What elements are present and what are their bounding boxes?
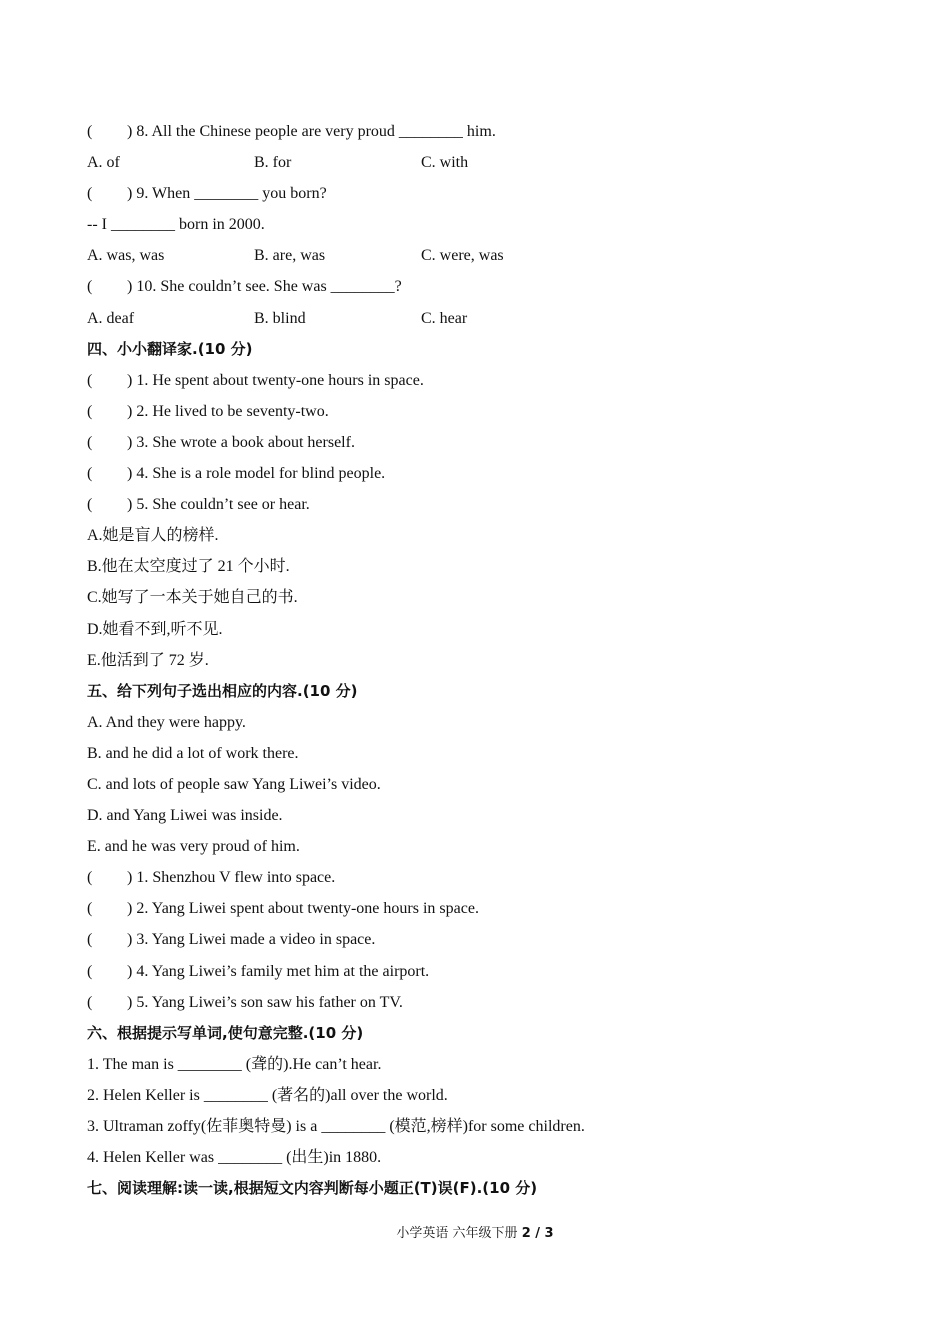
item-text: ) 2. He lived to be seventy-two. [127,402,329,420]
section-6-item: 3. Ultraman zoffy(佐菲奥特曼) is a ________ (模范,榜样)for some children. [87,1118,585,1135]
section-5-item [87,893,887,924]
section-4-item [87,365,887,396]
question-10 [87,271,887,302]
section-5-choice: D. and Yang Liwei was inside. [87,807,283,825]
question-9-options [87,240,887,271]
section-4-choice: C.她写了一本关于她自己的书. [87,589,298,607]
question-9-reply: -- I ________ born in 2000. [87,216,265,234]
section-5-item [87,987,887,1018]
section-4-item [87,396,887,427]
option-a: A. of [87,154,120,172]
item-text: ) 5. She couldn’t see or hear. [127,496,310,514]
section-4-choice: A.她是盲人的榜样. [87,527,219,545]
page-footer [0,1222,950,1241]
answer-paren: ( [87,371,93,389]
option-c: C. were, was [421,247,504,265]
answer-paren: ( [87,962,93,980]
section-4-choice: B.他在太空度过了 21 个小时. [87,558,290,576]
footer-separator: / [530,1226,545,1241]
answer-paren: ( [87,278,93,296]
section-6-item: 2. Helen Keller is ________ (著名的)all over the world. [87,1086,448,1104]
answer-paren: ( [87,869,93,887]
section-5-item [87,862,887,893]
item-text: ) 2. Yang Liwei spent about twenty-one hours in space. [127,900,479,918]
item-text: ) 1. He spent about twenty-one hours in space. [127,371,424,389]
answer-paren: ( [87,433,93,451]
item-text: ) 5. Yang Liwei’s son saw his father on TV. [127,993,403,1011]
question-8 [87,116,887,147]
page-content [87,116,887,1204]
section-6-heading: 六、根据提示写单词,使句意完整.(10 分) [87,1023,364,1042]
option-a: A. deaf [87,309,135,327]
option-b: B. for [254,154,292,172]
section-4-choice: E.他活到了 72 岁. [87,651,209,669]
answer-paren: ( [87,465,93,483]
item-text: ) 3. She wrote a book about herself. [127,433,355,451]
answer-paren: ( [87,402,93,420]
item-text: ) 1. Shenzhou V flew into space. [127,869,336,887]
section-5-choice: B. and he did a lot of work there. [87,744,299,762]
option-b: B. are, was [254,247,326,265]
question-text: ) 8. All the Chinese people are very proud ________ him. [127,123,496,140]
section-5-choice: C. and lots of people saw Yang Liwei’s video. [87,775,381,793]
section-4-heading: 四、小小翻译家.(10 分) [87,339,253,358]
item-text: ) 4. She is a role model for blind people. [127,465,386,483]
footer-subject: 小学英语 六年级下册 [396,1226,518,1241]
section-5-choice: E. and he was very proud of him. [87,838,300,856]
question-text: ) 9. When ________ you born? [127,185,327,203]
answer-paren: ( [87,185,93,203]
item-text: ) 4. Yang Liwei’s family met him at the airport. [127,962,430,980]
option-c: C. hear [421,309,468,327]
answer-paren: ( [87,496,93,514]
section-5-item [87,924,887,955]
section-4-item [87,458,887,489]
answer-paren: ( [87,931,93,949]
section-5-item [87,956,887,987]
option-c: C. with [421,154,469,172]
option-a: A. was, was [87,247,165,265]
question-10-options [87,303,887,334]
section-4-choice: D.她看不到,听不见. [87,620,223,638]
option-b: B. blind [254,309,306,327]
answer-paren: ( [87,993,93,1011]
section-4-item [87,427,887,458]
answer-paren: ( [87,123,93,140]
footer-page-total: 3 [544,1226,554,1241]
section-5-heading: 五、给下列句子选出相应的内容.(10 分) [87,681,358,700]
section-4-item [87,489,887,520]
answer-paren: ( [87,900,93,918]
question-text: ) 10. She couldn’t see. She was ________? [127,278,402,296]
footer-page-number: 2 [521,1226,531,1241]
section-7-heading: 七、阅读理解:读一读,根据短文内容判断每小题正(T)误(F).(10 分) [87,1179,538,1198]
question-8-options [87,147,887,178]
section-6-item: 4. Helen Keller was ________ (出生)in 1880. [87,1149,382,1167]
question-9 [87,178,887,209]
section-6-item: 1. The man is ________ (聋的).He can’t hear. [87,1055,382,1073]
section-5-choice: A. And they were happy. [87,713,246,731]
item-text: ) 3. Yang Liwei made a video in space. [127,931,376,949]
